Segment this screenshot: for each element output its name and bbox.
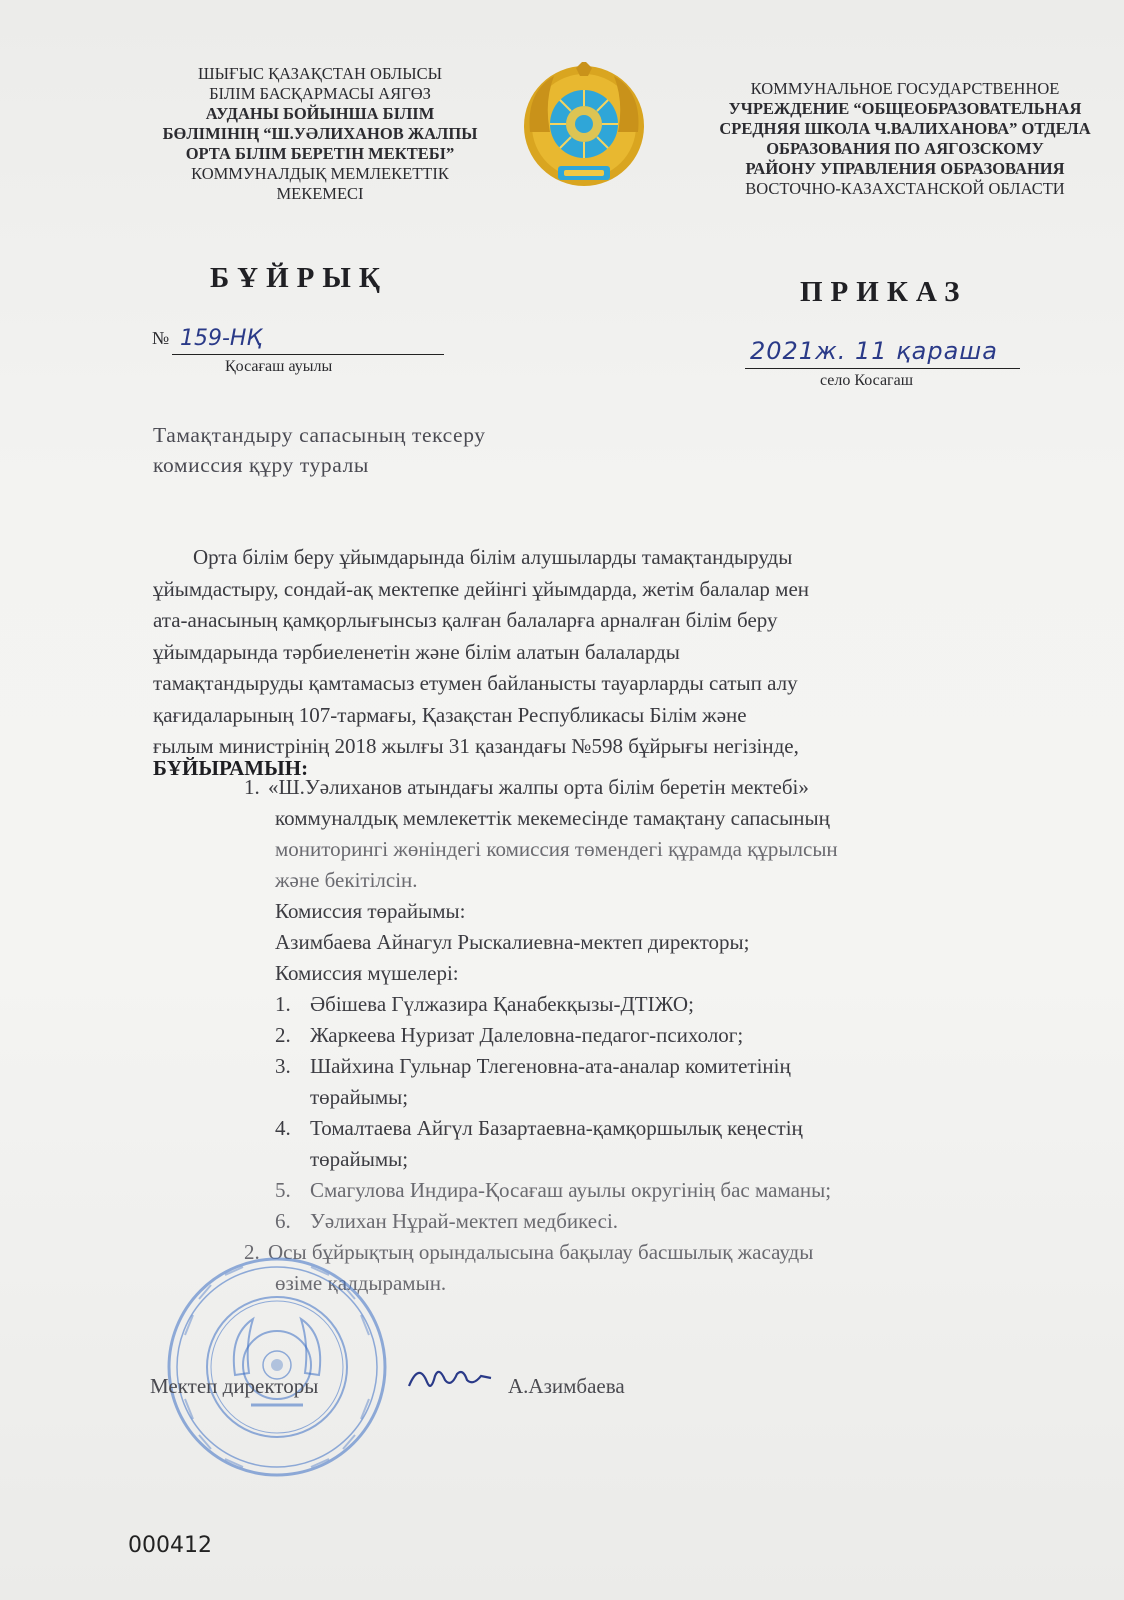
order-number-handwritten: 159-НҚ — [180, 326, 263, 351]
member-line: Смагулова Индира-Қосағаш ауылы округінің бас маманы; — [310, 1178, 832, 1202]
state-emblem-icon — [520, 62, 648, 194]
header-ru-line: СРЕДНЯЯ ШКОЛА Ч.ВАЛИХАНОВА” ОТДЕЛА — [719, 119, 1091, 138]
preamble-line: қағидаларының 107-тармағы, Қазақстан Республикасы Білім және — [153, 702, 747, 727]
preamble-line: Орта білім беру ұйымдарында білім алушыларды тамақтандыруды — [193, 545, 793, 569]
member-line: Томалтаева Айгүл Базартаевна-қамқоршылық кеңестің — [310, 1116, 803, 1140]
header-kz-line: АУДАНЫ БОЙЫНША БІЛІМ — [205, 104, 435, 123]
handwritten-signature — [405, 1358, 495, 1394]
header-kz-line: МЕКЕМЕСІ — [276, 184, 364, 203]
order-number-label: № — [152, 328, 170, 348]
serial-number: 000412 — [128, 1533, 212, 1558]
header-kz-line: ШЫҒЫС ҚАЗАҚСТАН ОБЛЫСЫ — [198, 64, 442, 83]
header-kz-line: БІЛІМ БАСҚАРМАСЫ АЯГӨЗ — [209, 84, 431, 103]
preamble-line: тамақтандыруды қамтамасыз етумен байланысты тауарларды сатып алу — [153, 671, 798, 695]
member-number: 2. — [275, 1023, 291, 1047]
preamble-line: ұйымдарында тәрбиеленетін және білім алатын балаларды — [153, 639, 680, 664]
header-kz-line: БӨЛІМІНІҢ “Ш.УӘЛИХАНОВ ЖАЛПЫ — [162, 124, 478, 143]
item-number: 1. — [244, 775, 260, 799]
member-line: Әбішева Гүлжазира Қанабекқызы-ДТІЖО; — [310, 992, 694, 1016]
member-line: төрайымы; — [310, 1147, 409, 1171]
member-line: Шайхина Гульнар Тлегеновна-ата-аналар комитетінің — [310, 1054, 791, 1078]
item2-line: Осы бұйрықтың орындалысына бақылау басшылық жасауды — [268, 1240, 814, 1264]
preamble-line: ғылым министрінің 2018 жылғы 31 қазандағы №598 бұйрығы негізінде, — [153, 734, 799, 758]
signature-label: Мектеп директоры — [150, 1374, 319, 1398]
header-kazakh — [120, 64, 520, 204]
header-ru-line: ОБРАЗОВАНИЯ ПО АЯГОЗСКОМУ — [766, 139, 1044, 158]
member-number: 6. — [275, 1209, 291, 1233]
header-ru-line: КОММУНАЛЬНОЕ ГОСУДАРСТВЕННОЕ — [750, 79, 1060, 98]
preamble-line: ұйымдастыру, сондай-ақ мектепке дейінгі ұйымдарда, жетім балалар мен — [153, 576, 810, 601]
order-directive-word: БҰЙЫРАМЫН: — [153, 756, 309, 780]
member-line: төрайымы; — [310, 1085, 409, 1109]
members-label: Комиссия мүшелері: — [275, 961, 459, 985]
member-number: 4. — [275, 1116, 291, 1140]
item2-line: өзіме қалдырамын. — [275, 1271, 447, 1295]
chair-name: Азимбаева Айнагул Рыскалиевна-мектеп директоры; — [275, 930, 750, 954]
header-kz-line: КОММУНАЛДЫҚ МЕМЛЕКЕТТІК — [191, 164, 449, 183]
member-number: 3. — [275, 1054, 291, 1078]
place-russian: село Косагаш — [820, 372, 914, 389]
order-number-underline — [172, 354, 444, 355]
header-ru-line: УЧРЕЖДЕНИЕ “ОБЩЕОБРАЗОВАТЕЛЬНАЯ — [728, 99, 1082, 118]
member-number: 5. — [275, 1178, 291, 1202]
preamble-line: ата-анасының қамқорлығынсыз қалған балаларға арналған білім беру — [153, 608, 778, 632]
order-title-russian: ПРИКАЗ — [800, 276, 968, 308]
item1-line: коммуналдық мемлекеттік мекемесінде тамақтану сапасының — [275, 806, 830, 830]
header-russian — [690, 79, 1120, 199]
header-kz-line: ОРТА БІЛІМ БЕРЕТІН МЕКТЕБІ” — [185, 144, 455, 163]
subject-line: комиссия құру туралы — [153, 453, 369, 477]
chair-label: Комиссия төрайымы: — [275, 899, 466, 923]
official-seal-stamp — [165, 1255, 390, 1480]
header-ru-line: ВОСТОЧНО-КАЗАХСТАНСКОЙ ОБЛАСТИ — [745, 179, 1065, 198]
order-subject — [153, 420, 486, 480]
subject-line: Тамақтандыру сапасының тексеру — [153, 423, 486, 447]
place-kazakh: Қосағаш ауылы — [225, 358, 333, 375]
order-title-kazakh: БҰЙРЫҚ — [210, 262, 388, 294]
order-date-handwritten: 2021ж. 11 қараша — [750, 337, 998, 365]
item1-line: «Ш.Уәлиханов атындағы жалпы орта білім беретін мектебі» — [268, 775, 809, 799]
header-ru-line: РАЙОНУ УПРАВЛЕНИЯ ОБРАЗОВАНИЯ — [745, 159, 1065, 178]
member-number: 1. — [275, 992, 291, 1016]
item-number: 2. — [244, 1240, 260, 1264]
member-line: Жаркеева Нуризат Далеловна-педагог-психолог; — [310, 1023, 744, 1047]
item1-line: және бекітілсін. — [275, 868, 418, 892]
preamble-paragraph — [153, 542, 809, 763]
signatory-name: А.Азимбаева — [508, 1374, 625, 1398]
item1-line: мониторингі жөніндегі комиссия төмендегі құрамда құрылсын — [275, 837, 838, 861]
order-date-underline — [745, 368, 1020, 369]
member-line: Уәлихан Нұрай-мектеп медбикесі. — [310, 1209, 619, 1233]
